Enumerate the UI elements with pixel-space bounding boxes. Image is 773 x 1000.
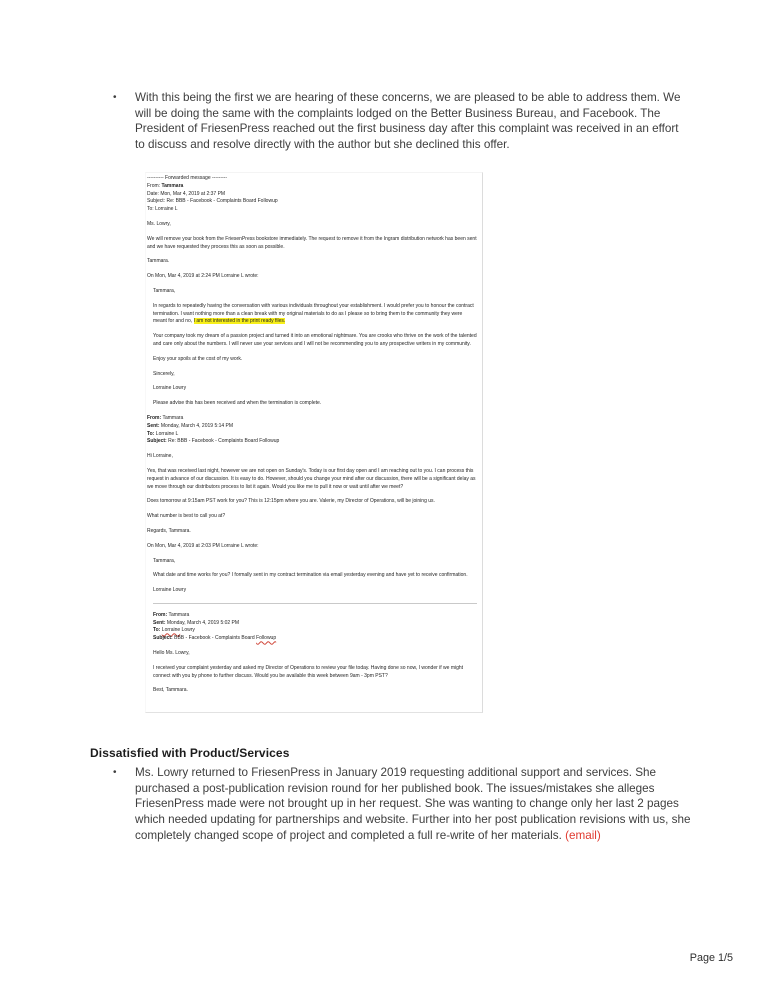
quote-salutation: Tammara, [153,287,176,294]
quoted-message-2 [153,558,477,696]
email-body-paragraph: We will remove your book from the FriesenPress bookstore immediately. The request to remove it from the Ingram distribution network has been sent and we have requested they process this as soon as possible. [147,235,477,250]
section-bullet-item [113,765,695,844]
quote-paragraph: Your company took my dream of a passion project and turned it into an emotional nightmare. You are crooks who thrive on the work of the talented and care only about the numbers. I will never use your services and I will not be recommending you to any prospective writers in my community. [153,333,477,347]
email2-salutation: Hi Lorraine, [147,453,173,460]
sender-name: Tammara [161,182,184,189]
quote-signature: Lorraine Lowry [153,385,187,392]
email-header-to: To: Lorraine L [147,206,178,213]
quote2-salutation: Tammara, [153,557,176,564]
spellcheck-flagged-word: Followup [256,635,277,642]
email-reference: (email) [565,828,601,842]
email-header-subject: Subject: Re: BBB - Facebook - Complaints Board Followup [147,198,278,205]
highlighted-text: I am not interested in the print ready files. [193,318,286,325]
quote-closing: Sincerely, [153,370,175,377]
email-salutation: Ms. Lowry, [147,220,171,227]
page-number: Page 1/5 [689,952,733,964]
email3-salutation: Hello Ms. Lowry, [153,650,190,657]
email-signature: Tammara. [147,258,170,265]
email-header-date: Date: Mon, Mar 4, 2019 at 2:37 PM [147,190,226,197]
quote2-attribution: On Mon, Mar 4, 2019 at 2:03 PM Lorraine L wrote: [147,542,259,549]
email2-body-paragraph: What number is best to call you at? [147,513,226,520]
quote-paragraph: Please advise this has been received and when the termination is complete. [153,400,322,407]
quoted-message [153,288,477,408]
email2-header-to: To: Lorraine L [147,430,179,437]
intro-bullet-item [113,90,682,153]
section-bullet-text: Ms. Lowry returned to FriesenPress in January 2019 requesting additional support and services. She purchased a post-publication revision round for her published book. The issues/mistakes she alleges FriesenPress made were not brought up in her request. She was wanting to change only her last 2 pages which needed updating for partnerships and website. Further into her post publication revisions with us, she completely changed scope of project and completed a full re-write of her materials. (email) [135,766,691,842]
email-header-from: From: Tammara [147,182,184,189]
embedded-email-screenshot [145,172,483,713]
email3-body-paragraph: I received your complaint yesterday and asked my Director of Operations to review your file today. Having done so now, I wonder if we might connect with you by phone to further discuss. Would you be available this week between 9am - 3pm PST? [153,664,464,679]
email3-header-sent: Sent: Monday, March 4, 2019 5:02 PM [153,619,240,626]
email2-signature: Regards, Tammara. [147,527,191,534]
section-heading: Dissatisfied with Product/Services [90,746,290,760]
email2-header-from: From: Tammara [147,414,184,421]
spellcheck-flagged-word: Lorraine [161,627,181,634]
email2-header-subject: Subject: Re: BBB - Facebook - Complaints Board Followup [147,438,280,445]
bullet-glyph: • [113,92,117,103]
bullet-glyph: • [113,767,117,778]
email3-header-subject: Subject: BBB - Facebook - Complaints Board Followup [153,635,277,642]
forwarded-message-divider: ---------- Forwarded message --------- [147,175,227,181]
quote-attribution: On Mon, Mar 4, 2019 at 2:24 PM Lorraine L wrote: [147,273,259,280]
quote2-signature: Lorraine Lowry [153,587,187,594]
message-separator-line [153,603,477,604]
email3-header-to: To: Lorraine Lowry [153,627,195,634]
email3-header-from: From: Tammara [153,611,190,618]
email2-body-paragraph: Yes, that was received last night, however we are not open on Sunday's. Today is our first day open and I am reaching out to you. I can process this request in advance of our discussion. It is easy to do. However, should you change your mind after our discussion, there will be a significant delay as we move through our distributors process to list it again. Would you like me to pull it now or wait until after we meet? [147,467,476,490]
email2-body-paragraph: Does tomorrow at 9:15am PST work for you? This is 12:15pm where you are. Valerie, my Director of Operations, will be joining us. [147,498,435,505]
email2-header-sent: Sent: Monday, March 4, 2019 5:14 PM [147,422,234,429]
email3-signature: Best, Tammara. [153,687,188,694]
intro-bullet-text: With this being the first we are hearing of these concerns, we are pleased to be able to address them. We will be doing the same with the complaints lodged on the Better Business Bureau, and Facebook. The President of FriesenPress reached out the first business day after this complaint was received in an effort to discuss and resolve directly with the author but she declined this offer. [135,91,681,152]
quote-paragraph: In regards to repeatedly having the conversation with various individuals throughout your establishment. I would prefer you to honour the contract termination. I want nothing more than a clean break with my original materials to do as I please so to bring them to the community they were meant for and no, I am not interested in the print ready files. [153,302,474,325]
quote2-paragraph: What date and time works for you? I formally sent in my contract termination via email yesterday evening and have yet to receive confirmation. [153,572,468,579]
quote-paragraph: Enjoy your spoils at the cost of my work. [153,355,243,362]
